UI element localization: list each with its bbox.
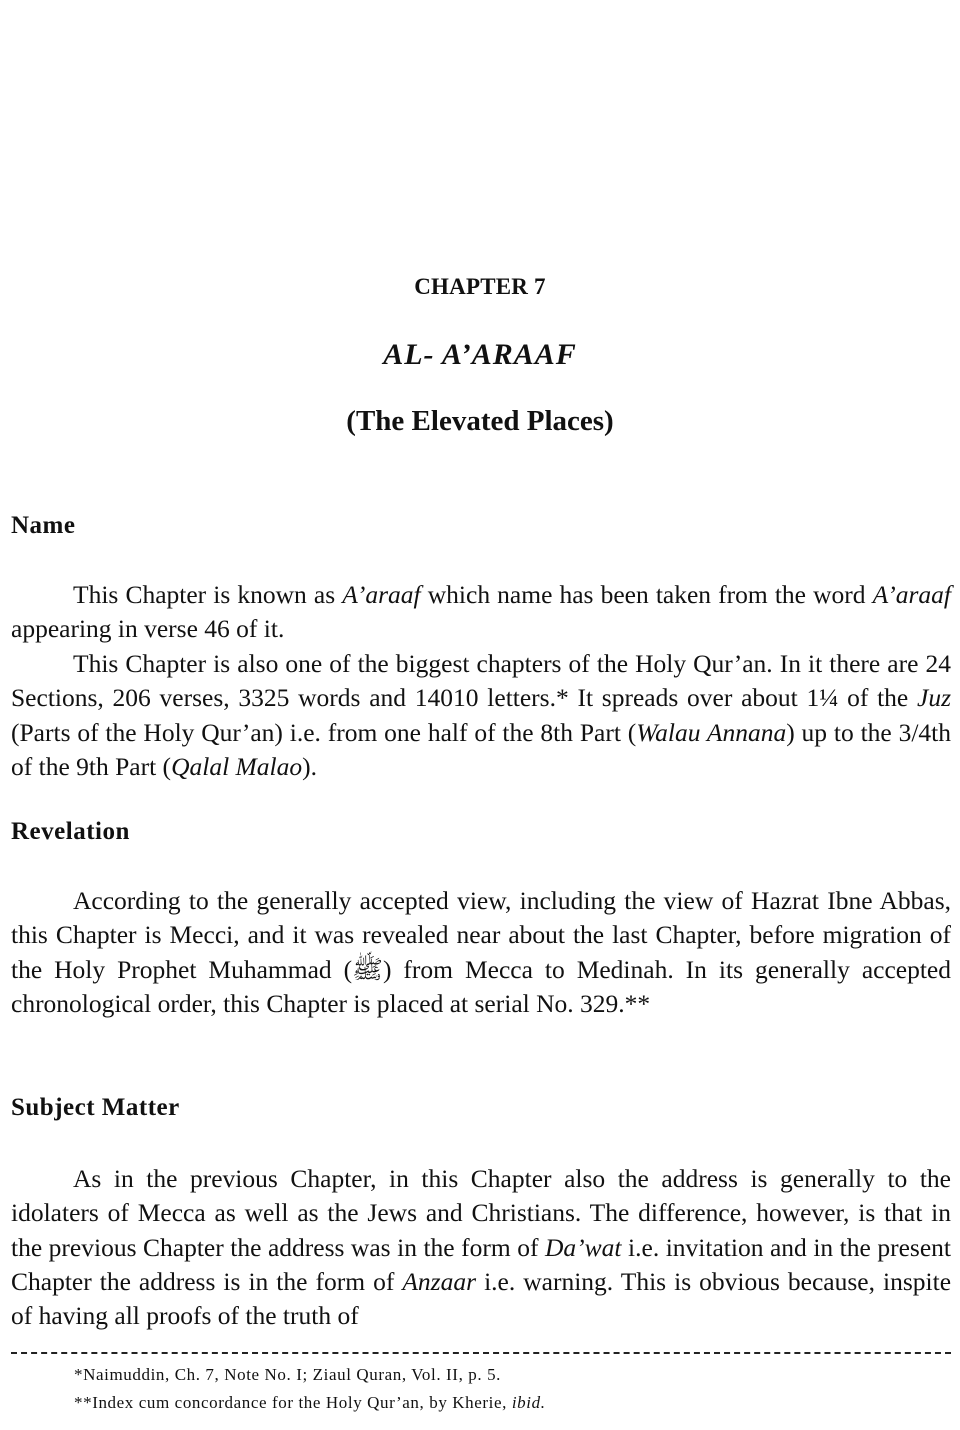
footnote-divider bbox=[11, 1352, 951, 1354]
chapter-subtitle: (The Elevated Places) bbox=[346, 405, 614, 437]
name-paragraph-1: This Chapter is known as A’araaf which name has been taken from the word A’araaf appearing in verse 46 of it. bbox=[11, 580, 951, 644]
section-heading-name: Name bbox=[11, 512, 76, 539]
footnote-2: **Index cum concordance for the Holy Qur’an, by Kherie, ibid. bbox=[74, 1393, 546, 1412]
chapter-number: CHAPTER 7 bbox=[414, 274, 546, 299]
chapter-title: AL- A’ARAAF bbox=[383, 338, 577, 371]
revelation-paragraph: According to the generally accepted view, including the view of Hazrat Ibne Abbas, this Chapter is Mecci, and it was revealed near about the last Chapter, before migration of the Holy Prophet Muhammad (ﷺ) from Mecca to Medinah. In its generally accepted chronological order, this Chapter is placed at serial No. 329.** bbox=[11, 886, 951, 1018]
section-heading-subject-matter: Subject Matter bbox=[11, 1094, 180, 1121]
footnote-1: *Naimuddin, Ch. 7, Note No. I; Ziaul Quran, Vol. II, p. 5. bbox=[74, 1365, 502, 1384]
section-heading-revelation: Revelation bbox=[11, 818, 130, 845]
subject-matter-paragraph: As in the previous Chapter, in this Chapter also the address is generally to the idolaters of Mecca as well as the Jews and Christians. The difference, however, is that in the previous Chapter the address was in the form of Da’wat i.e. invitation and in the present Chapter the address is in the form of Anzaar i.e. warning. This is obvious because, inspite of having all proofs of the truth of bbox=[11, 1164, 952, 1331]
name-paragraph-2: This Chapter is also one of the biggest chapters of the Holy Qur’an. In it there are 24 Sections, 206 verses, 3325 words and 14010 letters.* It spreads over about 1¼ of the Juz (Parts of the Holy Qur’an) i.e. from one half of the 8th Part (Walau Annana) up to the 3/4th of the 9th Part (Qalal Malao). bbox=[11, 649, 951, 781]
